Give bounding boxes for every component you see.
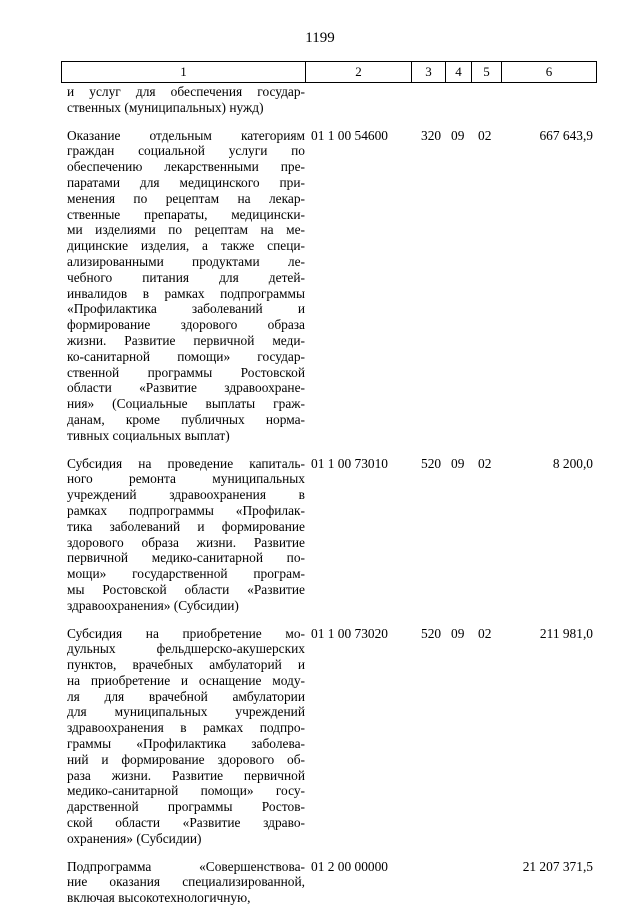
description-line: мощи» государственной програм- xyxy=(67,566,305,582)
description-line: ния» (Социальные выплаты граж- xyxy=(67,396,305,412)
description-line: учреждений здравоохранения в xyxy=(67,487,305,503)
description-line: включая высокотехнологичную, xyxy=(67,890,251,906)
description-line: чебного питания для детей- xyxy=(67,269,305,285)
amount: 8 200,0 xyxy=(552,455,593,471)
column-header-3: 3 xyxy=(412,62,446,82)
column-header-2: 2 xyxy=(306,62,412,82)
description-line: менения по рецептам на лекар- xyxy=(67,190,305,206)
description-line: ственных (муниципальных) нужд) xyxy=(67,99,264,115)
description-line: ственные препараты, медицински- xyxy=(67,206,305,222)
description-line: Подпрограмма «Совершенствова- xyxy=(67,858,305,874)
description-line: ние оказания специализированной, xyxy=(67,874,305,890)
description-line: ской области «Развитие здраво- xyxy=(67,815,305,831)
description-line: Оказание отдельным категориям xyxy=(67,127,305,143)
description-line: граммы «Профилактика заболева- xyxy=(67,736,305,752)
description-line: Субсидия на приобретение мо- xyxy=(67,625,305,641)
description-line: дарственной программы Ростов- xyxy=(67,799,305,815)
expense-type: 520 xyxy=(421,625,442,641)
row-description xyxy=(61,456,305,614)
budget-code: 01 2 00 00000 xyxy=(311,858,388,874)
table-row xyxy=(61,859,597,906)
amount: 211 981,0 xyxy=(539,625,593,641)
description-line: тика заболеваний и формирование xyxy=(67,518,305,534)
description-line: области «Развитие здравоохране- xyxy=(67,380,305,396)
expense-type: 520 xyxy=(421,455,442,471)
amount: 21 207 371,5 xyxy=(522,858,593,874)
column-header-6: 6 xyxy=(545,64,553,79)
description-line: медико-санитарной помощи» госу- xyxy=(67,783,305,799)
table-header xyxy=(61,61,597,83)
subsection: 02 xyxy=(478,127,492,143)
table-row xyxy=(61,128,597,444)
description-line: первичной медико-санитарной по- xyxy=(67,550,305,566)
description-line: Субсидия на проведение капиталь- xyxy=(67,455,305,471)
table-row xyxy=(61,456,597,614)
page-number: 1199 xyxy=(305,30,335,46)
table-row xyxy=(61,626,597,847)
description-line: на приобретение и оснащение моду- xyxy=(67,672,305,688)
description-line: ний и формирование здорового об- xyxy=(67,751,305,767)
budget-code: 01 1 00 73020 xyxy=(311,625,388,641)
row-description xyxy=(61,84,305,116)
column-header-5: 5 xyxy=(472,62,502,82)
description-line: обеспечению лекарственными пре- xyxy=(67,159,305,175)
description-line: раза жизни. Развитие первичной xyxy=(67,767,305,783)
description-line: для муниципальных учреждений xyxy=(67,704,305,720)
description-line: ного ремонта муниципальных xyxy=(67,471,305,487)
description-line: дульных фельдшерско-акушерских xyxy=(67,641,305,657)
expense-type: 320 xyxy=(421,127,442,143)
description-line: жизни. Развитие первичной меди- xyxy=(67,332,305,348)
subsection: 02 xyxy=(478,625,492,641)
section: 09 xyxy=(451,625,465,641)
budget-code: 01 1 00 54600 xyxy=(311,127,388,143)
description-line: дицинские изделия, а также специ- xyxy=(67,238,305,254)
description-line: охранения» (Субсидии) xyxy=(67,830,202,846)
description-line: ализированными продуктами ле- xyxy=(67,253,305,269)
description-line: ля для врачебной амбулатории xyxy=(67,688,305,704)
description-line: и услуг для обеспечения государ- xyxy=(67,84,305,99)
row-description xyxy=(61,859,305,906)
section: 09 xyxy=(451,127,465,143)
row-description xyxy=(61,128,305,444)
column-header-4: 4 xyxy=(446,62,472,82)
subsection: 02 xyxy=(478,455,492,471)
description-line: паратами для медицинского при- xyxy=(67,174,305,190)
description-line: ми изделиями по рецептам на ме- xyxy=(67,222,305,238)
amount: 667 643,9 xyxy=(539,127,593,143)
description-line: граждан социальной услуги по xyxy=(67,143,305,159)
table-body xyxy=(61,84,597,906)
description-line: формирование здорового образа xyxy=(67,317,305,333)
description-line: мы Ростовской области «Развитие xyxy=(67,581,305,597)
description-line: пунктов, врачебных амбулаторий и xyxy=(67,657,305,673)
description-line: здорового образа жизни. Развитие xyxy=(67,534,305,550)
budget-code: 01 1 00 73010 xyxy=(311,455,388,471)
row-description xyxy=(61,626,305,847)
description-line: «Профилактика заболеваний и xyxy=(67,301,305,317)
description-line: ко-санитарной помощи» государ- xyxy=(67,348,305,364)
description-line: здравоохранения в рамках подпро- xyxy=(67,720,305,736)
description-line: рамках подпрограммы «Профилак- xyxy=(67,502,305,518)
description-line: ственной программы Ростовской xyxy=(67,364,305,380)
section: 09 xyxy=(451,455,465,471)
column-header-1: 1 xyxy=(62,62,306,82)
description-line: инвалидов в рамках подпрограммы xyxy=(67,285,305,301)
description-line: тивных социальных выплат) xyxy=(67,427,230,443)
table-row xyxy=(61,84,597,116)
description-line: данам, кроме публичных норма- xyxy=(67,411,305,427)
description-line: здравоохранения» (Субсидии) xyxy=(67,597,239,613)
